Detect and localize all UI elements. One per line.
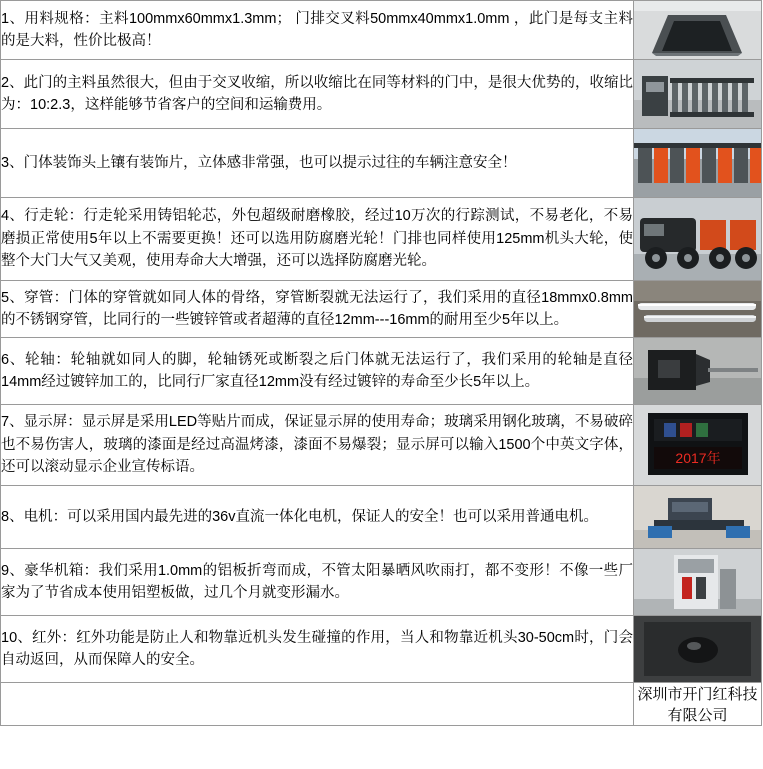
footer-left-cell xyxy=(1,683,634,726)
table-row xyxy=(1,1,762,60)
spec-image-cell-6 xyxy=(634,338,762,405)
table-row xyxy=(1,616,762,683)
svg-text:2017年: 2017年 xyxy=(675,450,721,466)
barrier-main-beam-photo xyxy=(634,1,761,59)
footer-row xyxy=(1,683,762,726)
spec-image-cell-4 xyxy=(634,198,762,281)
spec-text-2: 2、此门的主料虽然很大，但由于交叉收缩，所以收缩比在同等材料的门中，是很大优势的，收缩比为：10:2.3，这样能够节省客户的空间和运输费用。 xyxy=(1,60,634,129)
folded-gate-photo xyxy=(634,60,761,128)
luxury-cabinet-photo xyxy=(634,549,761,615)
spec-text-6: 6、轮轴：轮轴就如同人的脚，轮轴锈死或断裂之后门体就无法运行了，我们采用的轮轴是直径14mm经过镀锌加工的，比同行厂家直径12mm没有经过镀锌的寿命至少长5年以上。 xyxy=(1,338,634,405)
table-row xyxy=(1,198,762,281)
table-row xyxy=(1,281,762,338)
spec-image-cell-1 xyxy=(634,1,762,60)
infrared-sensor-photo xyxy=(634,616,761,682)
wheel-axle-photo xyxy=(634,338,761,404)
spec-text-5: 5、穿管：门体的穿管就如同人体的骨络，穿管断裂就无法运行了，我们采用的直径18mmx0.8mm的不锈钢穿管，比同行的一些镀锌管或者超薄的直径12mm---16mm的耐用至少5年以上。 xyxy=(1,281,634,338)
spec-image-cell-5 xyxy=(634,281,762,338)
footer-company: 深圳市开门红科技有限公司 xyxy=(634,683,762,726)
spec-table-body xyxy=(1,1,762,726)
spec-text-4: 4、行走轮：行走轮采用铸铝轮芯，外包超级耐磨橡胶，经过10万次的行踪测试，不易老化，不易磨损正常使用5年以上不需要更换！还可以选用防腐磨光轮！门排也同样使用125mm机头大轮，使整个大门大气又美观，使用寿命大大增强，还可以选择防腐磨光轮。 xyxy=(1,198,634,281)
table-row xyxy=(1,405,762,486)
spec-image-cell-9 xyxy=(634,549,762,616)
spec-text-3: 3、门体装饰头上镶有装饰片，立体感非常强，也可以提示过往的车辆注意安全！ xyxy=(1,129,634,198)
spec-image-cell-3 xyxy=(634,129,762,198)
stainless-tube-photo xyxy=(634,281,761,337)
spec-text-10: 10、红外：红外功能是防止人和物靠近机头发生碰撞的作用，当人和物靠近机头30-50cm时，门会自动返回，从而保障人的安全。 xyxy=(1,616,634,683)
spec-text-7: 7、显示屏：显示屏是采用LED等贴片而成，保证显示屏的使用寿命；玻璃采用钢化玻璃，不易破碎也不易伤害人，玻璃的漆面是经过高温烤漆，漆面不易爆裂；显示屏可以输入1500个中英文字体，还可以滚动显示企业宣传标语。 xyxy=(1,405,634,486)
motor-photo xyxy=(634,486,761,548)
table-row xyxy=(1,549,762,616)
spec-text-9: 9、豪华机箱：我们采用1.0mm的铝板折弯而成，不管太阳暴晒风吹雨打，都不变形！不像一些厂家为了节省成本使用铝塑板做，过几个月就变形漏水。 xyxy=(1,549,634,616)
spec-text-1: 1、用料规格：主料100mmx60mmx1.3mm； 门排交叉料50mmx40mmx1.0mm ，此门是每支主料的是大料，性价比极高！ xyxy=(1,1,634,60)
spec-image-cell-2 xyxy=(634,60,762,129)
decorative-head-photo xyxy=(634,129,761,197)
table-row xyxy=(1,338,762,405)
spec-image-cell-8 xyxy=(634,486,762,549)
table-row xyxy=(1,486,762,549)
spec-text-8: 8、电机：可以采用国内最先进的36v直流一体化电机，保证人的安全！也可以采用普通电机。 xyxy=(1,486,634,549)
table-row xyxy=(1,129,762,198)
table-row xyxy=(1,60,762,129)
led-display-photo xyxy=(634,405,761,485)
running-wheel-photo xyxy=(634,198,761,280)
spec-image-cell-10 xyxy=(634,616,762,683)
spec-image-cell-7 xyxy=(634,405,762,486)
